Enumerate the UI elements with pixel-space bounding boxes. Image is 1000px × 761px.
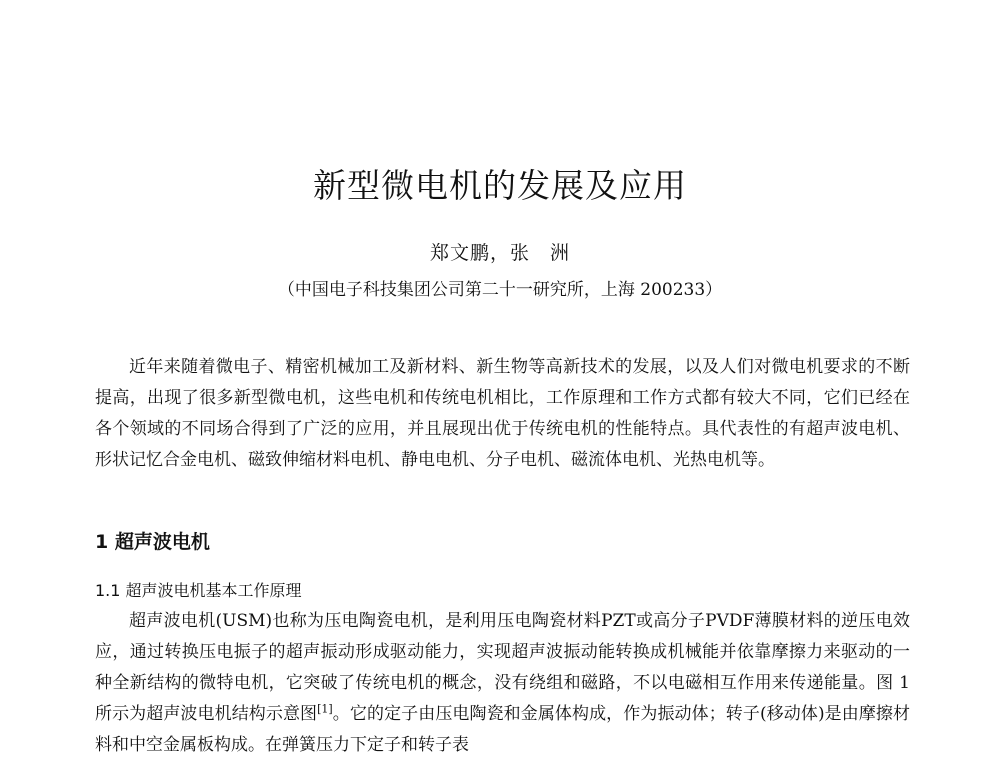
paper-affiliation: （中国电子科技集团公司第二十一研究所，上海 200233） [277,280,723,300]
paper-title: 新型微电机的发展及应用 [313,166,687,205]
abstract-paragraph: 近年来随着微电子、精密机械加工及新材料、新生物等高新技术的发展，以及人们对微电机要求的不断提高，出现了很多新型微电机，这些电机和传统电机相比，工作原理和工作方式都有较大不同，它们已经在各个领域的不同场合得到了广泛的应用，并且展现出优于传统电机的性能特点。具代表性的有超声波电机、形状记忆合金电机、磁致伸缩材料电机、静电电机、分子电机、磁流体电机、光热电机等。 [95,357,910,470]
body-text-part-2: 。它的定子由压电陶瓷和金属体构成，作为振动体；转子(移动体)是由摩擦材料和中空金属板构成。在弹簧压力下定子和转子表 [95,704,911,755]
body-paragraph [95,606,910,761]
subsection-heading-1-1: 1.1 超声波电机基本工作原理 [95,581,302,600]
section-heading-1: 1 超声波电机 [95,531,210,553]
body-text-part-1: 超声波电机(USM)也称为压电陶瓷电机，是利用压电陶瓷材料PZT或高分子PVDF薄膜材料的逆压电效应，通过转换压电振子的超声振动形成驱动能力，实现超声波振动能转换成机械能并依靠摩擦力来驱动的一种全新结构的微特电机，它突破了传统电机的概念，没有绕组和磁路，不以电磁相互作用来传递能量。图 1 所示为超声波电机结构示意图 [95,611,910,724]
citation-marker[interactable]: [1] [317,702,333,716]
paper-authors: 郑文鹏，张 洲 [429,242,570,264]
